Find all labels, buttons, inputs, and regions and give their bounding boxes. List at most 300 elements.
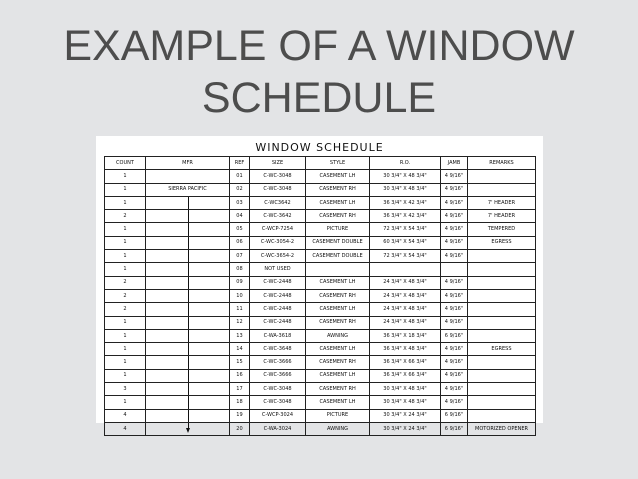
cell-jamb-text: 4 9/16" xyxy=(444,292,464,299)
cell-style xyxy=(306,196,370,209)
cell-jamb-text: 4 9/16" xyxy=(444,345,464,352)
cell-style-text: CASEMENT LH xyxy=(319,372,356,379)
cell-ref-text: 04 xyxy=(236,212,243,219)
table-row xyxy=(105,183,536,196)
cell-size xyxy=(250,170,306,183)
cell-size-text: C-WC-2448 xyxy=(263,305,292,312)
cell-style-text: CASEMENT RH xyxy=(319,292,356,299)
cell-count-text: 1 xyxy=(123,319,127,326)
cell-ref xyxy=(230,289,250,302)
cell-count xyxy=(105,303,146,316)
cell-count xyxy=(105,396,146,409)
table-row xyxy=(105,409,536,422)
cell-style-text: AWNING xyxy=(326,425,349,432)
cell-size xyxy=(250,210,306,223)
cell-mfr xyxy=(146,263,230,276)
cell-ref-text: 14 xyxy=(236,345,243,352)
cell-style-text: CASEMENT RH xyxy=(319,359,356,366)
cell-size-text: C-WC-2448 xyxy=(263,319,292,326)
column-header-ref: REF xyxy=(230,157,250,170)
cell-remarks xyxy=(468,383,536,396)
column-header-ro: R.O. xyxy=(370,157,441,170)
cell-mfr xyxy=(146,409,230,422)
cell-jamb-text: 4 9/16" xyxy=(444,372,464,379)
table-row xyxy=(105,343,536,356)
cell-remarks xyxy=(468,250,536,263)
cell-count-text: 2 xyxy=(123,212,127,219)
cell-ref xyxy=(230,236,250,249)
cell-ref xyxy=(230,170,250,183)
ditto-line xyxy=(188,237,189,249)
cell-size-text: C-WC-3654-2 xyxy=(260,252,295,259)
cell-style-text: CASEMENT DOUBLE xyxy=(312,252,363,259)
cell-jamb-text: 6 9/16" xyxy=(444,412,464,419)
cell-jamb xyxy=(441,329,468,342)
cell-jamb-text: 4 9/16" xyxy=(444,199,464,206)
cell-mfr xyxy=(146,356,230,369)
column-header-size: SIZE xyxy=(250,157,306,170)
table-row xyxy=(105,303,536,316)
cell-mfr xyxy=(146,343,230,356)
cell-count-text: 1 xyxy=(123,398,127,405)
cell-style-text: CASEMENT RH xyxy=(319,319,356,326)
cell-style-text: AWNING xyxy=(326,332,349,339)
cell-ref-text: 20 xyxy=(236,425,243,432)
cell-ref-text: 02 xyxy=(236,186,243,193)
table-row xyxy=(105,210,536,223)
cell-count-text: 2 xyxy=(123,292,127,299)
cell-ref xyxy=(230,276,250,289)
cell-mfr xyxy=(146,210,230,223)
ditto-line xyxy=(188,383,189,395)
cell-style xyxy=(306,329,370,342)
cell-size-text: C-WC-3648 xyxy=(263,345,292,352)
cell-size-text: C-WC-3054-2 xyxy=(260,239,295,246)
cell-ro-text: 24 3/4" X 48 3/4" xyxy=(383,292,427,299)
table-body xyxy=(105,170,536,436)
cell-count xyxy=(105,356,146,369)
cell-size xyxy=(250,263,306,276)
cell-remarks xyxy=(468,210,536,223)
cell-size-text: C-WC-3048 xyxy=(263,385,292,392)
cell-count-text: 1 xyxy=(123,372,127,379)
cell-style-text: CASEMENT LH xyxy=(319,279,356,286)
cell-ro xyxy=(370,316,441,329)
cell-jamb xyxy=(441,303,468,316)
cell-count-text: 1 xyxy=(123,239,127,246)
table-header-row xyxy=(105,157,536,170)
cell-ref-text: 05 xyxy=(236,226,243,233)
cell-jamb xyxy=(441,383,468,396)
cell-ro-text: 24 3/4" X 48 3/4" xyxy=(383,319,427,326)
cell-ref xyxy=(230,210,250,223)
cell-ro xyxy=(370,223,441,236)
cell-count xyxy=(105,250,146,263)
cell-count-text: 1 xyxy=(123,359,127,366)
cell-remarks xyxy=(468,276,536,289)
cell-style xyxy=(306,183,370,196)
cell-mfr xyxy=(146,170,230,183)
cell-count-text: 1 xyxy=(123,332,127,339)
cell-ref xyxy=(230,250,250,263)
cell-size-text: NOT USED xyxy=(264,266,291,273)
cell-remarks xyxy=(468,329,536,342)
cell-remarks xyxy=(468,303,536,316)
ditto-line xyxy=(188,210,189,222)
cell-ro xyxy=(370,170,441,183)
cell-remarks xyxy=(468,183,536,196)
cell-ro-text: 60 3/4" X 54 3/4" xyxy=(383,239,427,246)
cell-ro-text: 30 3/4" X 48 3/4" xyxy=(383,398,427,405)
ditto-line xyxy=(188,370,189,382)
cell-size xyxy=(250,422,306,435)
cell-count xyxy=(105,316,146,329)
cell-count-text: 1 xyxy=(123,345,127,352)
cell-count xyxy=(105,409,146,422)
cell-ref-text: 18 xyxy=(236,398,243,405)
column-header-mfr: MFR xyxy=(146,157,230,170)
cell-ro xyxy=(370,303,441,316)
table-row xyxy=(105,422,536,435)
cell-jamb xyxy=(441,409,468,422)
cell-style xyxy=(306,223,370,236)
cell-jamb-text: 4 9/16" xyxy=(444,239,464,246)
cell-jamb xyxy=(441,396,468,409)
cell-ref-text: 17 xyxy=(236,385,243,392)
cell-jamb xyxy=(441,170,468,183)
cell-ref xyxy=(230,316,250,329)
cell-mfr xyxy=(146,396,230,409)
cell-remarks-text: 7' HEADER xyxy=(487,199,516,206)
cell-jamb xyxy=(441,250,468,263)
table-row xyxy=(105,236,536,249)
column-header-jamb: JAMB xyxy=(441,157,468,170)
cell-mfr xyxy=(146,196,230,209)
cell-mfr xyxy=(146,183,230,196)
cell-size-text: C-WCP-7254 xyxy=(261,226,294,233)
cell-remarks-text: MOTORIZED OPENER xyxy=(474,425,529,432)
cell-remarks-text: EGRESS xyxy=(491,239,512,246)
cell-ro xyxy=(370,396,441,409)
cell-style-text: CASEMENT LH xyxy=(319,398,356,405)
table-row xyxy=(105,223,536,236)
cell-ro xyxy=(370,383,441,396)
cell-style xyxy=(306,356,370,369)
ditto-line xyxy=(188,396,189,408)
cell-jamb-text: 6 9/16" xyxy=(444,425,464,432)
cell-ref xyxy=(230,223,250,236)
cell-size xyxy=(250,409,306,422)
ditto-line xyxy=(188,317,189,329)
cell-count xyxy=(105,196,146,209)
cell-ref-text: 15 xyxy=(236,359,243,366)
cell-style-text: CASEMENT LH xyxy=(319,305,356,312)
cell-jamb-text: 4 9/16" xyxy=(444,385,464,392)
cell-size xyxy=(250,343,306,356)
cell-count xyxy=(105,263,146,276)
ditto-line xyxy=(188,303,189,315)
cell-count-text: 4 xyxy=(123,425,127,432)
cell-ro-text: 36 3/4" X 66 3/4" xyxy=(383,372,427,379)
cell-style xyxy=(306,210,370,223)
cell-style xyxy=(306,303,370,316)
cell-size xyxy=(250,316,306,329)
cell-ro xyxy=(370,369,441,382)
cell-ro xyxy=(370,183,441,196)
cell-ref-text: 07 xyxy=(236,252,243,259)
cell-count xyxy=(105,170,146,183)
cell-jamb xyxy=(441,356,468,369)
cell-style xyxy=(306,170,370,183)
cell-jamb xyxy=(441,289,468,302)
column-header-style: STYLE xyxy=(306,157,370,170)
column-header-remarks: REMARKS xyxy=(468,157,536,170)
cell-ro xyxy=(370,356,441,369)
cell-size xyxy=(250,396,306,409)
cell-ro-text: 30 3/4" X 24 3/4" xyxy=(383,425,427,432)
cell-mfr xyxy=(146,383,230,396)
cell-remarks xyxy=(468,396,536,409)
cell-ro-text: 72 3/4" X 54 3/4" xyxy=(383,252,427,259)
cell-count-text: 1 xyxy=(123,266,127,273)
cell-ref-text: 16 xyxy=(236,372,243,379)
cell-mfr xyxy=(146,369,230,382)
cell-mfr xyxy=(146,223,230,236)
cell-mfr xyxy=(146,316,230,329)
cell-style xyxy=(306,422,370,435)
cell-ro-text: 24 3/4" X 48 3/4" xyxy=(383,279,427,286)
cell-jamb-text: 4 9/16" xyxy=(444,398,464,405)
cell-style-text: PICTURE xyxy=(326,226,349,233)
cell-jamb-text: 4 9/16" xyxy=(444,186,464,193)
cell-style-text: CASEMENT LH xyxy=(319,345,356,352)
cell-ref xyxy=(230,343,250,356)
cell-ro-text: 36 3/4" X 18 3/4" xyxy=(383,332,427,339)
cell-style-text: CASEMENT LH xyxy=(319,199,356,206)
ditto-line xyxy=(188,250,189,262)
cell-jamb xyxy=(441,422,468,435)
cell-remarks xyxy=(468,369,536,382)
table-row xyxy=(105,396,536,409)
cell-ref-text: 03 xyxy=(236,199,243,206)
cell-ref-text: 08 xyxy=(236,266,243,273)
cell-size xyxy=(250,276,306,289)
cell-style xyxy=(306,369,370,382)
cell-remarks xyxy=(468,316,536,329)
ditto-line xyxy=(188,423,189,429)
cell-style xyxy=(306,250,370,263)
cell-jamb xyxy=(441,369,468,382)
cell-ref-text: 19 xyxy=(236,412,243,419)
cell-jamb-text: 4 9/16" xyxy=(444,172,464,179)
cell-ref xyxy=(230,356,250,369)
cell-count xyxy=(105,329,146,342)
cell-count-text: 1 xyxy=(123,172,127,179)
cell-size-text: C-WC-3642 xyxy=(263,212,292,219)
cell-ro-text: 72 3/4" X 54 3/4" xyxy=(383,226,427,233)
cell-style-text: CASEMENT RH xyxy=(319,385,356,392)
cell-jamb xyxy=(441,236,468,249)
cell-ref-text: 10 xyxy=(236,292,243,299)
cell-size-text: C-WA-3618 xyxy=(263,332,292,339)
cell-ref xyxy=(230,196,250,209)
cell-style xyxy=(306,383,370,396)
cell-ro xyxy=(370,409,441,422)
cell-size xyxy=(250,236,306,249)
slide-title-line-1: EXAMPLE OF A WINDOW xyxy=(63,22,575,70)
cell-size-text: C-WC-3666 xyxy=(263,372,292,379)
cell-size-text: C-WC-2448 xyxy=(263,279,292,286)
cell-size-text: C-WC-3048 xyxy=(263,172,292,179)
cell-size xyxy=(250,329,306,342)
ditto-line xyxy=(188,277,189,289)
cell-size-text: C-WC3642 xyxy=(264,199,291,206)
table-row xyxy=(105,263,536,276)
cell-remarks xyxy=(468,236,536,249)
table-row xyxy=(105,289,536,302)
cell-style-text: CASEMENT DOUBLE xyxy=(312,239,363,246)
cell-ro xyxy=(370,422,441,435)
ditto-line xyxy=(188,263,189,275)
cell-size-text: C-WC-3048 xyxy=(263,398,292,405)
cell-ro-text: 36 3/4" X 42 3/4" xyxy=(383,199,427,206)
ditto-line xyxy=(188,197,189,209)
cell-jamb-text: 4 9/16" xyxy=(444,359,464,366)
cell-count-text: 1 xyxy=(123,199,127,206)
cell-style-text: CASEMENT RH xyxy=(319,186,356,193)
cell-jamb-text: 6 9/16" xyxy=(444,332,464,339)
cell-style xyxy=(306,396,370,409)
cell-remarks xyxy=(468,196,536,209)
cell-size xyxy=(250,196,306,209)
cell-ref-text: 13 xyxy=(236,332,243,339)
ditto-line xyxy=(188,223,189,235)
cell-remarks xyxy=(468,422,536,435)
ditto-line xyxy=(188,330,189,342)
cell-count-text: 1 xyxy=(123,226,127,233)
cell-count xyxy=(105,236,146,249)
cell-style-text: CASEMENT RH xyxy=(319,212,356,219)
cell-size-text: C-WC-3048 xyxy=(263,186,292,193)
window-schedule-table xyxy=(104,156,536,436)
cell-ref-text: 01 xyxy=(236,172,243,179)
cell-ref xyxy=(230,303,250,316)
cell-ref-text: 06 xyxy=(236,239,243,246)
cell-style xyxy=(306,263,370,276)
cell-jamb xyxy=(441,343,468,356)
cell-mfr xyxy=(146,236,230,249)
cell-jamb-text: 4 9/16" xyxy=(444,226,464,233)
cell-count xyxy=(105,276,146,289)
cell-ro xyxy=(370,276,441,289)
cell-count xyxy=(105,210,146,223)
cell-jamb-text: 4 9/16" xyxy=(444,212,464,219)
cell-jamb-text: 4 9/16" xyxy=(444,252,464,259)
ditto-line xyxy=(188,290,189,302)
cell-size-text: C-WC-3666 xyxy=(263,359,292,366)
cell-ref xyxy=(230,263,250,276)
cell-count xyxy=(105,223,146,236)
ditto-line xyxy=(188,343,189,355)
cell-remarks-text: TEMPERED xyxy=(487,226,516,233)
cell-style-text: PICTURE xyxy=(326,412,349,419)
table-row xyxy=(105,250,536,263)
cell-mfr xyxy=(146,329,230,342)
cell-style xyxy=(306,236,370,249)
cell-mfr xyxy=(146,276,230,289)
cell-ro xyxy=(370,210,441,223)
cell-mfr-text: SIERRA PACIFIC xyxy=(168,186,207,193)
cell-remarks xyxy=(468,263,536,276)
cell-ro-text: 36 3/4" X 66 3/4" xyxy=(383,359,427,366)
cell-count xyxy=(105,422,146,435)
cell-remarks xyxy=(468,170,536,183)
cell-jamb-text: 4 9/16" xyxy=(444,319,464,326)
ditto-line xyxy=(188,410,189,422)
cell-size xyxy=(250,383,306,396)
cell-jamb xyxy=(441,276,468,289)
cell-remarks-text: EGRESS xyxy=(491,345,512,352)
cell-ref-text: 09 xyxy=(236,279,243,286)
cell-style xyxy=(306,289,370,302)
table-row xyxy=(105,276,536,289)
cell-style xyxy=(306,316,370,329)
table-row xyxy=(105,170,536,183)
cell-size-text: C-WCP-3024 xyxy=(261,412,294,419)
cell-ref xyxy=(230,369,250,382)
table-row xyxy=(105,356,536,369)
cell-remarks-text: 7' HEADER xyxy=(487,212,516,219)
cell-ref-text: 12 xyxy=(236,319,243,326)
cell-count xyxy=(105,343,146,356)
cell-jamb xyxy=(441,210,468,223)
cell-ref xyxy=(230,409,250,422)
cell-ro xyxy=(370,289,441,302)
cell-jamb xyxy=(441,316,468,329)
cell-remarks xyxy=(468,343,536,356)
cell-ro xyxy=(370,263,441,276)
cell-mfr xyxy=(146,289,230,302)
cell-jamb xyxy=(441,183,468,196)
cell-remarks xyxy=(468,289,536,302)
ditto-line xyxy=(188,356,189,368)
cell-ro-text: 24 3/4" X 48 3/4" xyxy=(383,305,427,312)
table-row xyxy=(105,316,536,329)
cell-ref-text: 11 xyxy=(236,305,243,312)
cell-size-text: C-WA-3024 xyxy=(263,425,292,432)
cell-mfr xyxy=(146,422,230,435)
cell-size xyxy=(250,223,306,236)
cell-remarks xyxy=(468,223,536,236)
cell-ro-text: 36 3/4" X 48 3/4" xyxy=(383,345,427,352)
cell-ref xyxy=(230,396,250,409)
cell-mfr xyxy=(146,303,230,316)
slide-title-line-2: SCHEDULE xyxy=(201,74,437,122)
cell-size xyxy=(250,369,306,382)
cell-ref xyxy=(230,383,250,396)
cell-ro xyxy=(370,343,441,356)
table-row xyxy=(105,329,536,342)
cell-count-text: 4 xyxy=(123,412,127,419)
cell-ro-text: 30 3/4" X 48 3/4" xyxy=(383,172,427,179)
cell-size xyxy=(250,356,306,369)
table-row xyxy=(105,369,536,382)
table-row xyxy=(105,196,536,209)
cell-remarks xyxy=(468,409,536,422)
cell-size-text: C-WC-2448 xyxy=(263,292,292,299)
cell-ro xyxy=(370,236,441,249)
cell-jamb-text: 4 9/16" xyxy=(444,305,464,312)
